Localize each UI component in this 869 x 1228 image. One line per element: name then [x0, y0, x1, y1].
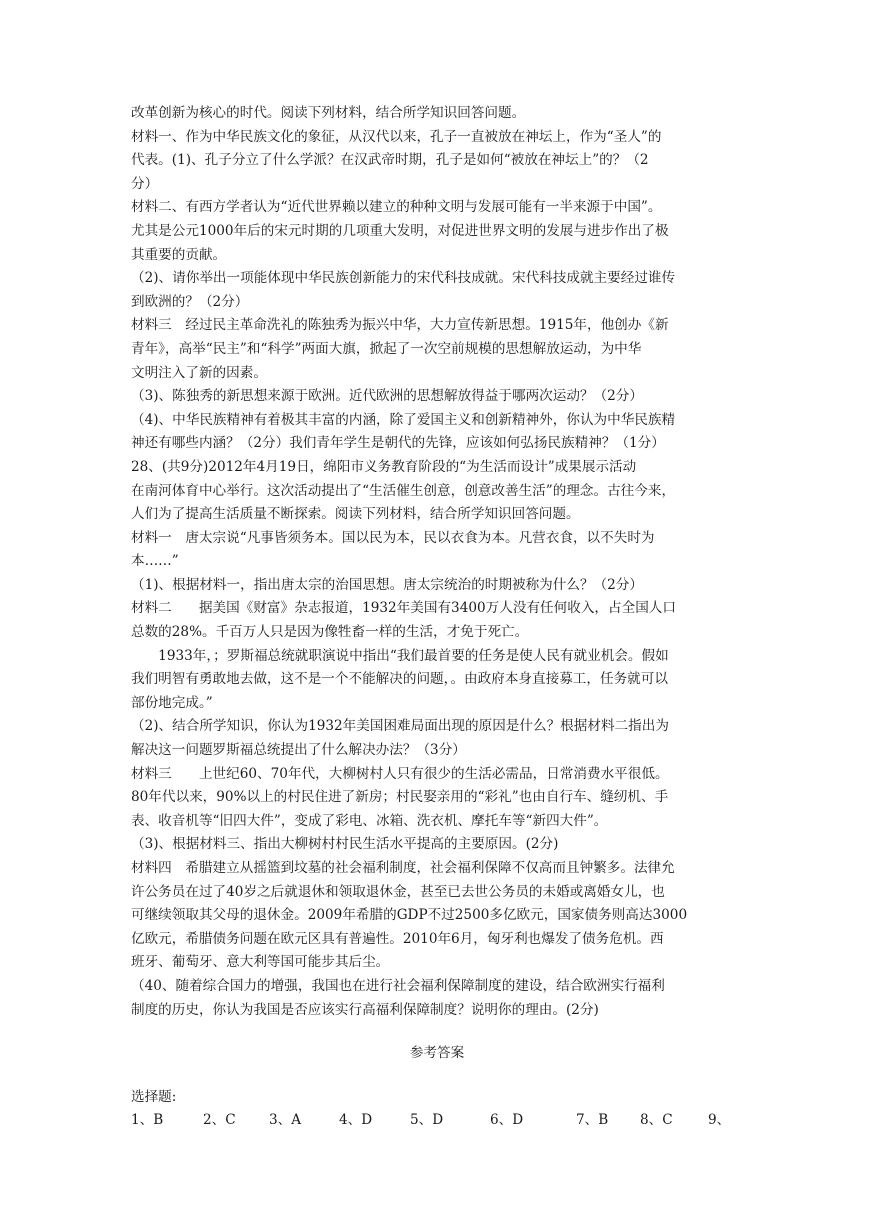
text-line: 80年代以来，90%以上的村民住进了新房；村民娶亲用的“彩礼”也由自行车、缝纫机、手 [131, 789, 669, 806]
text-line: 材料二、有西方学者认为“近代世界赖以建立的种种文明与发展可能有一半来源于中国”。 [131, 199, 662, 216]
text-line: 文明注入了新的因素。 [131, 364, 267, 381]
choice-answer: 3、A [269, 1112, 302, 1129]
choice-answer: 2、C [203, 1112, 236, 1129]
text-line: （3)、根据材料三、指出大柳树村村民生活水平提高的主要原因。(2分) [131, 836, 559, 853]
text-line: 表、收音机等“旧四大件”，变成了彩电、冰箱、洗衣机、摩托车等“新四大件”。 [131, 812, 608, 829]
text-line: （1)、根据材料一，指出唐太宗的治国思想。唐太宗统治的时期被称为什么？（2分） [131, 576, 643, 593]
document-body [131, 102, 743, 1022]
choice-answers [131, 1109, 743, 1133]
choice-label: 选择题: [131, 1088, 177, 1105]
text-line: 青年》，高举“民主”和“科学”两面大旗，掀起了一次空前规模的思想解放运动，为中华 [131, 340, 642, 357]
text-line: 改革创新为核心的时代。阅读下列材料，结合所学知识回答问题。 [131, 105, 526, 121]
text-line: 亿欧元，希腊债务问题在欧元区具有普遍性。2010年6月，匈牙利也爆发了债务危机。西 [131, 930, 664, 947]
choice-answer: 6、D [490, 1112, 524, 1129]
text-line: 分） [131, 175, 159, 192]
choice-answer: 4、D [339, 1112, 373, 1129]
text-line: 许公务员在过了40岁之后就退休和领取退休金，甚至已去世公务员的未婚或离婚女儿，也 [131, 883, 665, 900]
choice-answer: 9、 [708, 1112, 731, 1129]
text-line: （4)、中华民族精神有着极其丰富的内涵，除了爱国主义和创新精神外，你认为中华民族精 [131, 411, 676, 428]
text-line: 制度的历史，你认为我国是否应该实行高福利保障制度？说明你的理由。(2分) [131, 1001, 599, 1018]
section-gap [131, 1022, 743, 1042]
text-line: （3)、陈独秀的新思想来源于欧洲。近代欧洲的思想解放得益于哪两次运动？（2分） [131, 388, 643, 405]
choice-answer: 7、B [576, 1112, 609, 1129]
text-line: 人们为了提高生活质量不断探索。阅读下列材料，结合所学知识回答问题。 [131, 506, 580, 523]
choice-answer: 1、B [131, 1112, 164, 1129]
text-line: 其重要的贡献。 [131, 246, 227, 263]
text-line: （2)、结合所学知识，你认为1932年美国困难局面出现的原因是什么？根据材料二指出为 [131, 718, 669, 735]
text-line: 材料四 希腊建立从摇篮到坟墓的社会福利制度，社会福利保障不仅高而且钟繁多。法律允 [131, 860, 675, 876]
text-line: 部份地完成。” [131, 694, 213, 711]
text-line: 我们明智有勇敢地去做，这不是一个不能解决的问题，。由政府本身直接募工，任务就可以 [131, 671, 668, 688]
text-line: 材料一、作为中华民族文化的象征，从汉代以来，孔子一直被放在神坛上，作为“圣人”的 [131, 128, 662, 145]
text-line: （40、随着综合国力的增强，我国也在进行社会福利保障制度的建设，结合欧洲实行福利 [131, 977, 665, 994]
section-gap [131, 1066, 743, 1086]
text-line: 到欧洲的？（2分） [131, 293, 249, 310]
choice-answer: 8、C [640, 1112, 673, 1129]
text-line: （2)、请你举出一项能体现中华民族创新能力的宋代科技成就。宋代科技成就主要经过谁传 [131, 270, 676, 287]
text-line: 材料一 唐太宗说“凡事皆须务本。国以民为本，民以衣食为本。凡营衣食，以不失时为 [131, 529, 655, 546]
text-line: 总数的28%。千百万人只是因为像牲畜一样的生活，才免于死亡。 [131, 624, 529, 641]
text-line: 材料二 据美国《财富》杂志报道，1932年美国有3400万人没有任何收入，占全国人口 [131, 600, 676, 617]
text-line: 班牙、葡萄牙、意大利等国可能步其后尘。 [131, 954, 390, 971]
text-line: 尤其是公元1000年后的宋元时期的几项重大发明，对促进世界文明的发展与进步作出了极 [131, 222, 669, 239]
answer-heading: 参考答案 [409, 1045, 465, 1062]
text-line: 本……” [131, 553, 179, 570]
text-line: 材料三 上世纪60、70年代，大柳树村人只有很少的生活必需品，日常消费水平很低。 [131, 765, 669, 782]
choice-answer: 5、D [410, 1112, 444, 1129]
text-line: 代表。(1)、孔子分立了什么学派？在汉武帝时期，孔子是如何“被放在神坛上”的？（2 [131, 152, 649, 169]
text-line: 在南河体育中心举行。这次活动提出了“生活催生创意，创意改善生活”的理念。古往今来， [131, 482, 676, 499]
text-line: 材料三 经过民主革命洗礼的陈独秀为振兴中华，大力宣传新思想。1915年，他创办《新 [131, 317, 669, 334]
text-line: 解决这一问题罗斯福总统提出了什么解决办法？（3分） [131, 742, 466, 759]
document-page [131, 102, 743, 1133]
text-line: 1933年，；罗斯福总统就职演说中指出“我们最首要的任务是使人民有就业机会。假如 [131, 647, 669, 664]
text-line: 28、(共9分)2012年4月19日，绵阳市义务教育阶段的“为生活而设计”成果展示活动 [131, 458, 637, 475]
text-line: 神还有哪些内涵？（2分）我们青年学生是朝代的先锋，应该如何弘扬民族精神？（1分） [131, 435, 665, 452]
text-line: 可继续领取其父母的退休金。2009年希腊的GDP不过2500多亿欧元，国家债务则高达3000 [131, 907, 688, 924]
